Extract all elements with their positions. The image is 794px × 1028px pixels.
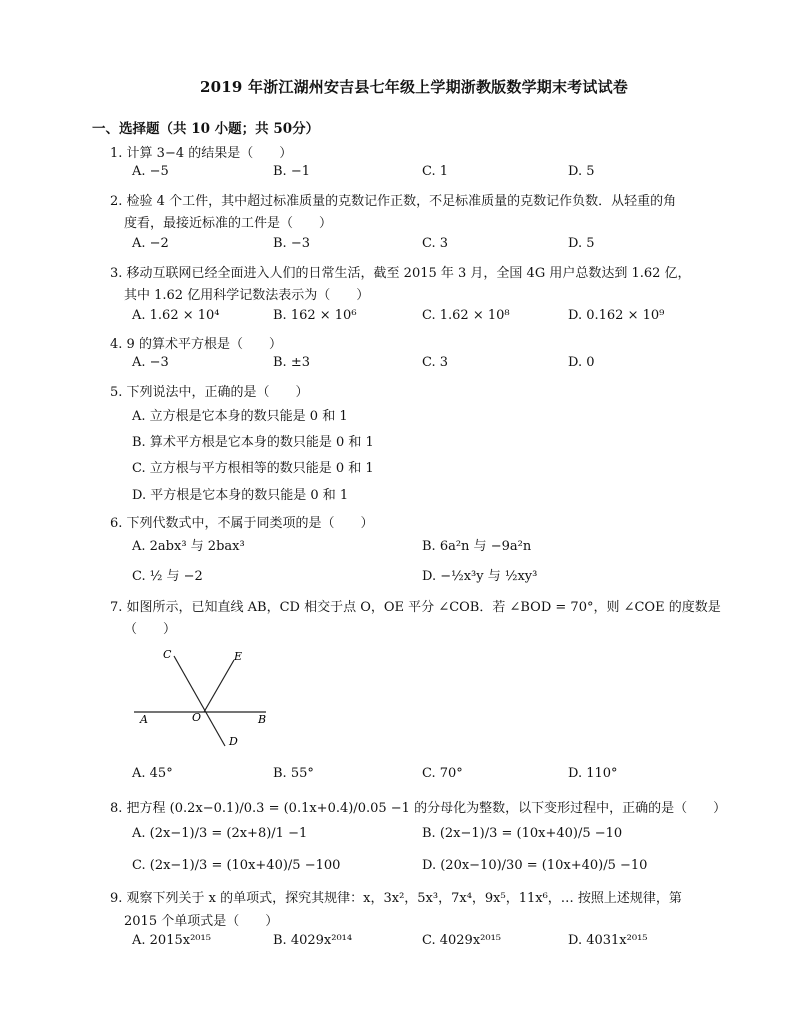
question-1-stem: 1. 计算 3−4 的结果是（ ） — [110, 146, 293, 161]
question-3-stem-line1: 3. 移动互联网已经全面进入人们的日常生活，截至 2015 年 3 月，全国 4G 用户总数达到 1.62 亿， — [110, 266, 691, 281]
q6-option-a: A. 2abx³ 与 2bax³ — [132, 539, 245, 554]
q8-option-d: D. (20x−10)/30 = (10x+40)/5 −10 — [422, 858, 648, 873]
q9-option-d: D. 4031x²⁰¹⁵ — [568, 933, 648, 948]
q4-option-c: C. 3 — [422, 355, 449, 370]
q4-option-b: B. ±3 — [273, 355, 310, 370]
q1-option-c: C. 1 — [422, 164, 449, 179]
q1-option-a: A. −5 — [132, 164, 169, 179]
q3-option-b: B. 162 × 10⁶ — [273, 308, 357, 323]
q2-option-a: A. −2 — [132, 236, 169, 251]
label-d: D — [229, 735, 238, 748]
q7-option-d: D. 110° — [568, 766, 618, 781]
q9-option-b: B. 4029x²⁰¹⁴ — [273, 933, 353, 948]
q7-option-b: B. 55° — [273, 766, 314, 781]
ray-oe — [204, 660, 234, 712]
label-c: C — [163, 648, 172, 661]
q8-option-b: B. (2x−1)/3 = (10x+40)/5 −10 — [422, 826, 623, 841]
question-6-stem: 6. 下列代数式中，不属于同类项的是（ ） — [110, 516, 374, 531]
question-4-stem: 4. 9 的算术平方根是（ ） — [110, 337, 282, 352]
question-8-stem: 8. 把方程 (0.2x−0.1)/0.3 = (0.1x+0.4)/0.05 −1 的分母化为整数，以下变形过程中，正确的是（ ） — [110, 801, 727, 816]
q3-option-d: D. 0.162 × 10⁹ — [568, 308, 665, 323]
q6-option-d: D. −½x³y 与 ½xy³ — [422, 569, 538, 584]
q5-option-b: B. 算术平方根是它本身的数只能是 0 和 1 — [132, 435, 374, 450]
question-7-stem-line2: （ ） — [124, 622, 177, 637]
question-2-stem-line2: 度看，最接近标准的工件是（ ） — [124, 216, 333, 231]
q1-option-b: B. −1 — [273, 164, 310, 179]
q2-option-d: D. 5 — [568, 236, 595, 251]
q7-option-a: A. 45° — [132, 766, 173, 781]
q3-option-a: A. 1.62 × 10⁴ — [132, 308, 220, 323]
line-cd — [174, 656, 225, 746]
label-a: A — [140, 713, 148, 726]
q2-option-b: B. −3 — [273, 236, 310, 251]
question-9-stem-line1: 9. 观察下列关于 x 的单项式，探究其规律：x，3x²，5x³，7x⁴，9x⁵，11x⁶，… 按照上述规律，第 — [110, 891, 682, 906]
q9-option-a: A. 2015x²⁰¹⁵ — [132, 933, 211, 948]
q4-option-d: D. 0 — [568, 355, 595, 370]
q2-option-c: C. 3 — [422, 236, 449, 251]
q5-option-a: A. 立方根是它本身的数只能是 0 和 1 — [132, 409, 348, 424]
question-5-stem: 5. 下列说法中，正确的是（ ） — [110, 385, 309, 400]
q8-option-c: C. (2x−1)/3 = (10x+40)/5 −100 — [132, 858, 341, 873]
q4-option-a: A. −3 — [132, 355, 169, 370]
q1-option-d: D. 5 — [568, 164, 595, 179]
q7-option-c: C. 70° — [422, 766, 463, 781]
intersecting-lines-figure — [130, 646, 280, 750]
question-7-stem-line1: 7. 如图所示，已知直线 AB，CD 相交于点 O，OE 平分 ∠COB．若 ∠BOD = 70°，则 ∠COE 的度数是 — [110, 600, 721, 615]
label-b: B — [258, 713, 267, 726]
label-o: O — [192, 711, 202, 724]
q5-option-c: C. 立方根与平方根相等的数只能是 0 和 1 — [132, 461, 374, 476]
page-title: 2019 年浙江湖州安吉县七年级上学期浙教版数学期末考试试卷 — [200, 78, 628, 96]
question-9-stem-line2: 2015 个单项式是（ ） — [124, 914, 279, 929]
question-3-stem-line2: 其中 1.62 亿用科学记数法表示为（ ） — [124, 288, 370, 303]
question-2-stem-line1: 2. 检验 4 个工件，其中超过标准质量的克数记作正数，不足标准质量的克数记作负数．从轻重的角 — [110, 194, 677, 209]
section-heading: 一、选择题（共 10 小题；共 50分） — [92, 121, 320, 137]
label-e: E — [234, 650, 243, 663]
q9-option-c: C. 4029x²⁰¹⁵ — [422, 933, 502, 948]
q6-option-b: B. 6a²n 与 −9a²n — [422, 539, 532, 554]
q3-option-c: C. 1.62 × 10⁸ — [422, 308, 510, 323]
q6-option-c: C. ½ 与 −2 — [132, 569, 203, 584]
q8-option-a: A. (2x−1)/3 = (2x+8)/1 −1 — [132, 826, 308, 841]
q5-option-d: D. 平方根是它本身的数只能是 0 和 1 — [132, 488, 349, 503]
